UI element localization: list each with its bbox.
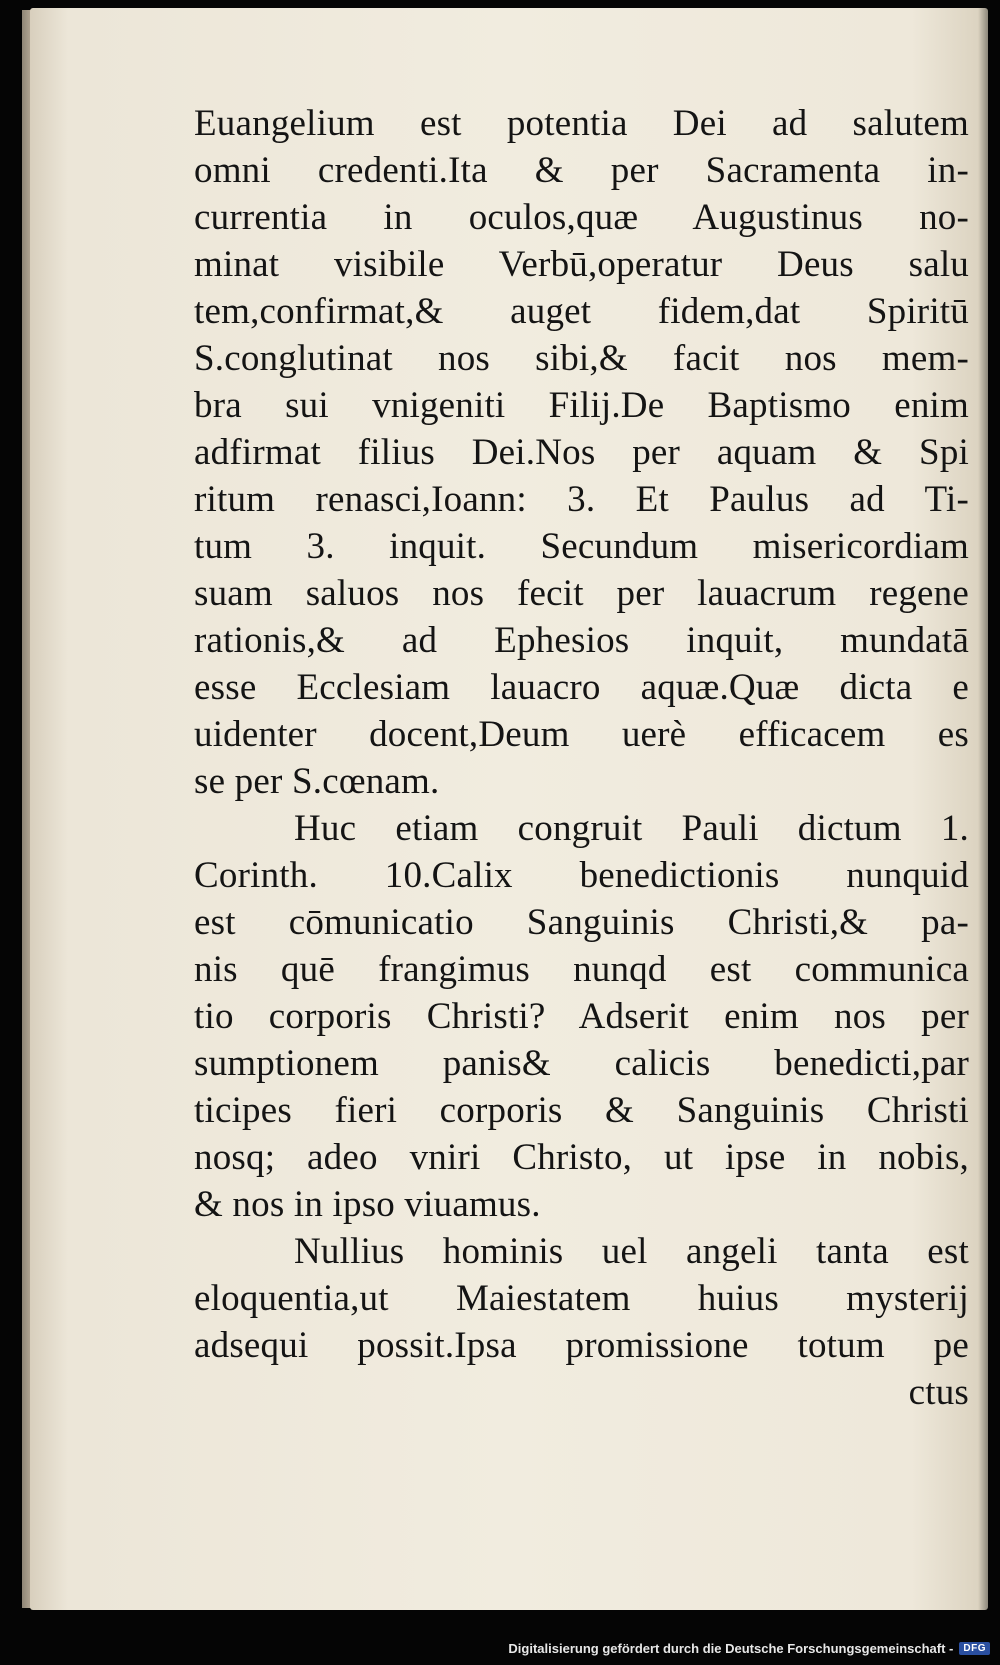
text-line: minat visibile Verbū,operatur Deus salu bbox=[194, 244, 969, 285]
text-line: & nos in ipso viuamus. bbox=[194, 1184, 541, 1225]
text-line: tem,confirmat,& auget fidem,dat Spiritū bbox=[194, 291, 969, 332]
text-line: nosq; adeo vniri Christo, ut ipse in nobis, bbox=[194, 1137, 969, 1178]
footer-credit-text: Digitalisierung gefördert durch die Deutsche Forschungsgemeinschaft - bbox=[508, 1640, 954, 1656]
text-line: ritum renasci,Ioann: 3. Et Paulus ad Ti- bbox=[194, 479, 969, 520]
text-line: rationis,& ad Ephesios inquit, mundatā bbox=[194, 620, 969, 661]
catchword: ctus bbox=[908, 1372, 969, 1413]
footer-credit bbox=[508, 1638, 990, 1658]
text-line: suam saluos nos fecit per lauacrum regene bbox=[194, 573, 969, 614]
text-line: adsequi possit.Ipsa promissione totum pe bbox=[194, 1325, 969, 1366]
text-line: uidenter docent,Deum uerè efficacem es bbox=[194, 714, 969, 755]
paragraph-start-line: Nullius hominis uel angeli tanta est bbox=[294, 1231, 969, 1272]
text-line: Euangelium est potentia Dei ad salutem bbox=[194, 103, 969, 144]
text-line: sumptionem panis& calicis benedicti,par bbox=[194, 1043, 969, 1084]
spine-shadow bbox=[978, 8, 988, 1610]
text-line: Corinth. 10.Calix benedictionis nunquid bbox=[194, 855, 969, 896]
paragraph-start-line: Huc etiam congruit Pauli dictum 1. bbox=[294, 808, 969, 849]
text-line: tum 3. inquit. Secundum misericordiam bbox=[194, 526, 969, 567]
text-line: est cōmunicatio Sanguinis Christi,& pa- bbox=[194, 902, 969, 943]
text-line: bra sui vnigeniti Filij.De Baptismo enim bbox=[194, 385, 969, 426]
text-line: nis quē frangimus nunqd est communica bbox=[194, 949, 969, 990]
text-line: currentia in oculos,quæ Augustinus no- bbox=[194, 197, 969, 238]
text-line: ticipes fieri corporis & Sanguinis Christi bbox=[194, 1090, 969, 1131]
dfg-logo: DFG bbox=[959, 1642, 990, 1655]
text-line: tio corporis Christi? Adserit enim nos per bbox=[194, 996, 969, 1037]
text-line: esse Ecclesiam lauacro aquæ.Quæ dicta e bbox=[194, 667, 969, 708]
text-line: omni credenti.Ita & per Sacramenta in- bbox=[194, 150, 969, 191]
text-block bbox=[194, 100, 969, 1416]
text-line: S.conglutinat nos sibi,& facit nos mem- bbox=[194, 338, 969, 379]
text-line: se per S.cœnam. bbox=[194, 761, 440, 802]
text-line: adfirmat filius Dei.Nos per aquam & Spi bbox=[194, 432, 969, 473]
text-line: eloquentia,ut Maiestatem huius mysterij bbox=[194, 1278, 969, 1319]
